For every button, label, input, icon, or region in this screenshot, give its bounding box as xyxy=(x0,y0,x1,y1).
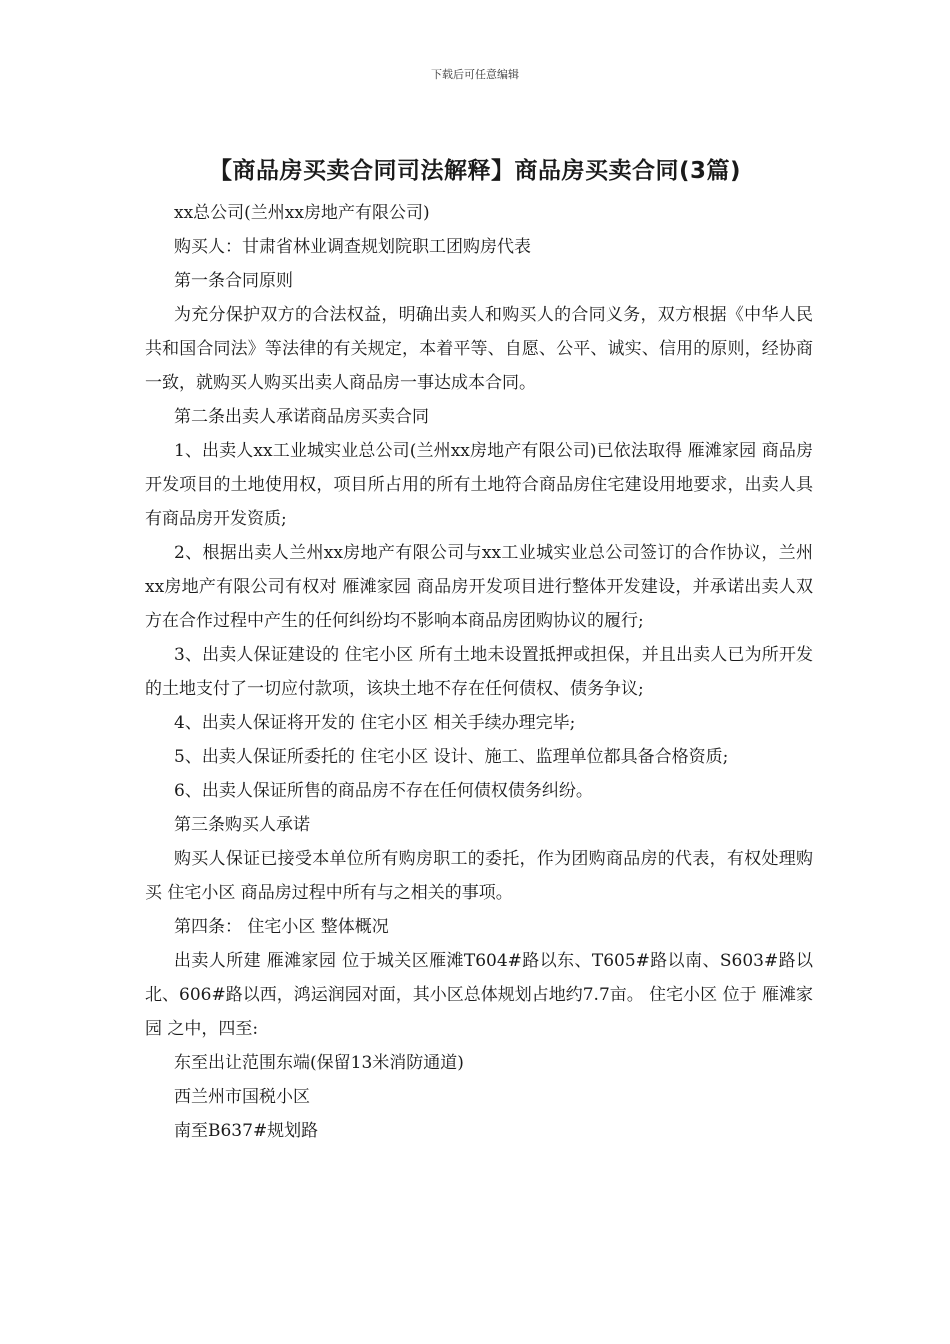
section-heading: 第一条合同原则 xyxy=(174,271,293,291)
paragraph: 出卖人所建 雁滩家园 位于城关区雁滩T604#路以东、T605#路以南、S603#路以北、606#路以西，鸿运润园对面，其小区总体规划占地约7.7亩。 住宅小区 位于 雁滩家园 之中，四至: xyxy=(145,951,813,1039)
header-note: 下载后可任意编辑 xyxy=(431,68,519,81)
section-heading: 第三条购买人承诺 xyxy=(174,815,310,835)
paragraph: 东至出让范围东端(保留13米消防通道) xyxy=(174,1053,464,1073)
paragraph: 购买人保证已接受本单位所有购房职工的委托，作为团购商品房的代表，有权处理购买 住宅小区 商品房过程中所有与之相关的事项。 xyxy=(145,849,813,903)
document-title: 【商品房买卖合同司法解释】商品房买卖合同(3篇) xyxy=(208,158,742,184)
paragraph: 西兰州市国税小区 xyxy=(174,1087,310,1107)
paragraph: 2、根据出卖人兰州xx房地产有限公司与xx工业城实业总公司签订的合作协议，兰州xx房地产有限公司有权对 雁滩家园 商品房开发项目进行整体开发建设，并承诺出卖人双方在合作过程中产生的任何纠纷均不影响本商品房团购协议的履行; xyxy=(145,543,813,631)
section-heading: 第二条出卖人承诺商品房买卖合同 xyxy=(174,407,429,427)
document-body xyxy=(145,196,813,1148)
paragraph: 3、出卖人保证建设的 住宅小区 所有土地未设置抵押或担保，并且出卖人已为所开发的土地支付了一切应付款项，该块土地不存在任何债权、债务争议; xyxy=(145,645,813,699)
paragraph: 6、出卖人保证所售的商品房不存在任何债权债务纠纷。 xyxy=(174,781,593,801)
paragraph: 为充分保护双方的合法权益，明确出卖人和购买人的合同义务，双方根据《中华人民共和国合同法》等法律的有关规定，本着平等、自愿、公平、诚实、信用的原则，经协商一致，就购买人购买出卖人商品房一事达成本合同。 xyxy=(145,305,813,393)
paragraph: xx总公司(兰州xx房地产有限公司) xyxy=(174,203,430,223)
paragraph: 购买人：甘肃省林业调查规划院职工团购房代表 xyxy=(174,237,531,257)
paragraph: 4、出卖人保证将开发的 住宅小区 相关手续办理完毕; xyxy=(174,713,576,733)
paragraph: 1、出卖人xx工业城实业总公司(兰州xx房地产有限公司)已依法取得 雁滩家园 商品房开发项目的土地使用权，项目所占用的所有土地符合商品房住宅建设用地要求，出卖人具有商品房开发资质; xyxy=(145,441,813,529)
paragraph: 5、出卖人保证所委托的 住宅小区 设计、施工、监理单位都具备合格资质; xyxy=(174,747,729,767)
section-heading: 第四条： 住宅小区 整体概况 xyxy=(174,917,389,937)
paragraph: 南至B637#规划路 xyxy=(174,1121,319,1141)
